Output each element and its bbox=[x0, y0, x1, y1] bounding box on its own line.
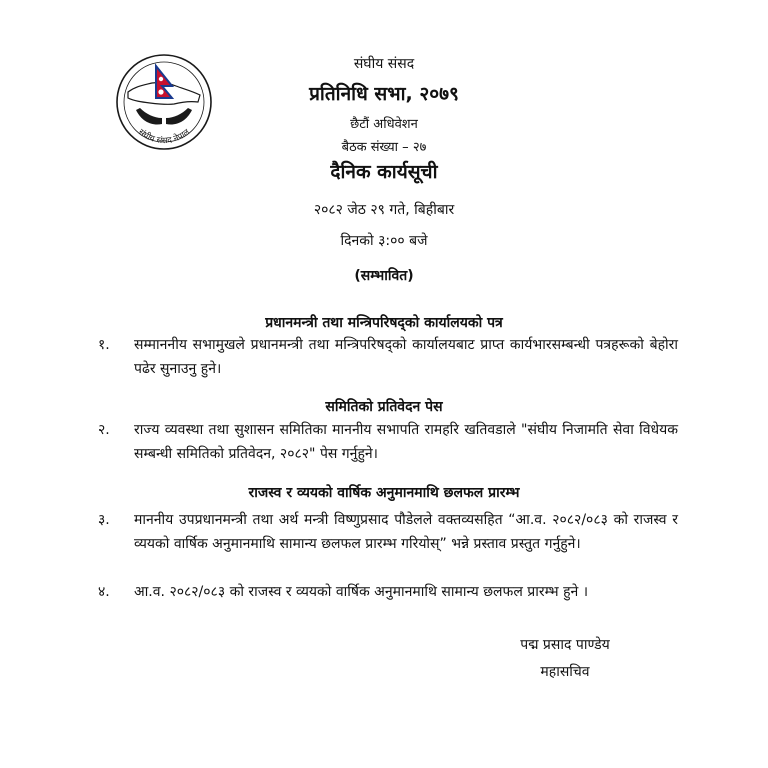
agenda-item-text: राज्य व्यवस्था तथा सुशासन समितिका माननीय सभापति रामहरि खतिवडाले "संघीय निजामति सेवा विधेयक सम्बन्धी समितिको प्रतिवेदन, २०८२" पेस गर्नुहुने। bbox=[134, 422, 678, 462]
agenda-item-text: माननीय उपप्रधानमन्त्री तथा अर्थ मन्त्री विष्णुप्रसाद पौडेलले वक्तव्यसहित “आ.व. २०८२/०८३ को राजस्व र व्ययको वार्षिक अनुमानमाथि सामान्य छलफल प्रारम्भ गरियोस्” भन्ने प्रस्ताव प्रस्तुत गर्नुहुने। bbox=[134, 512, 678, 552]
session-label: छैटौं अधिवेशन bbox=[350, 117, 418, 132]
section-heading-budget-discussion: राजस्व र व्ययको वार्षिक अनुमानमाथि छलफल प्रारम्भ bbox=[248, 485, 520, 501]
section-heading-pm-office: प्रधानमन्त्री तथा मन्त्रिपरिषद्को कार्यालयको पत्र bbox=[265, 315, 503, 331]
agenda-item-number: ४. bbox=[98, 584, 110, 600]
house-title: प्रतिनिधि सभा, २०७९ bbox=[309, 83, 459, 105]
agenda-item-number: ३. bbox=[98, 512, 110, 528]
meeting-date: २०८२ जेठ २९ गते, बिहीबार bbox=[313, 202, 455, 218]
agenda-item bbox=[98, 418, 678, 466]
emblem-caption: संघीय संसद नेपाल bbox=[136, 127, 192, 147]
agenda-item bbox=[98, 580, 678, 604]
meeting-time: दिनको ३:०० बजे bbox=[340, 233, 428, 249]
probable-note: (सम्भावित) bbox=[354, 268, 414, 284]
agenda-item bbox=[98, 333, 678, 381]
signatory-name: पद्म प्रसाद पाण्डेय bbox=[520, 637, 610, 653]
section-heading-committee-report: समितिको प्रतिवेदन पेस bbox=[325, 399, 443, 415]
agenda-item-number: २. bbox=[98, 422, 110, 438]
organization-name: संघीय संसद bbox=[353, 56, 415, 72]
meeting-number: बैठक संख्या – २७ bbox=[341, 140, 427, 155]
document-title: दैनिक कार्यसूची bbox=[330, 161, 438, 183]
signatory-designation: महासचिव bbox=[540, 664, 590, 680]
agenda-item-text: सम्माननीय सभामुखले प्रधानमन्त्री तथा मन्त्रिपरिषद्को कार्यालयबाट प्राप्त कार्यभारसम्बन्धी पत्रहरूको बेहोरा पढेर सुनाउनु हुने। bbox=[134, 337, 678, 377]
agenda-item bbox=[98, 508, 678, 556]
agenda-item-number: १. bbox=[98, 337, 110, 353]
agenda-item-text: आ.व. २०८२/०८३ को राजस्व र व्ययको वार्षिक अनुमानमाथि सामान्य छलफल प्रारम्भ हुने । bbox=[134, 584, 589, 600]
